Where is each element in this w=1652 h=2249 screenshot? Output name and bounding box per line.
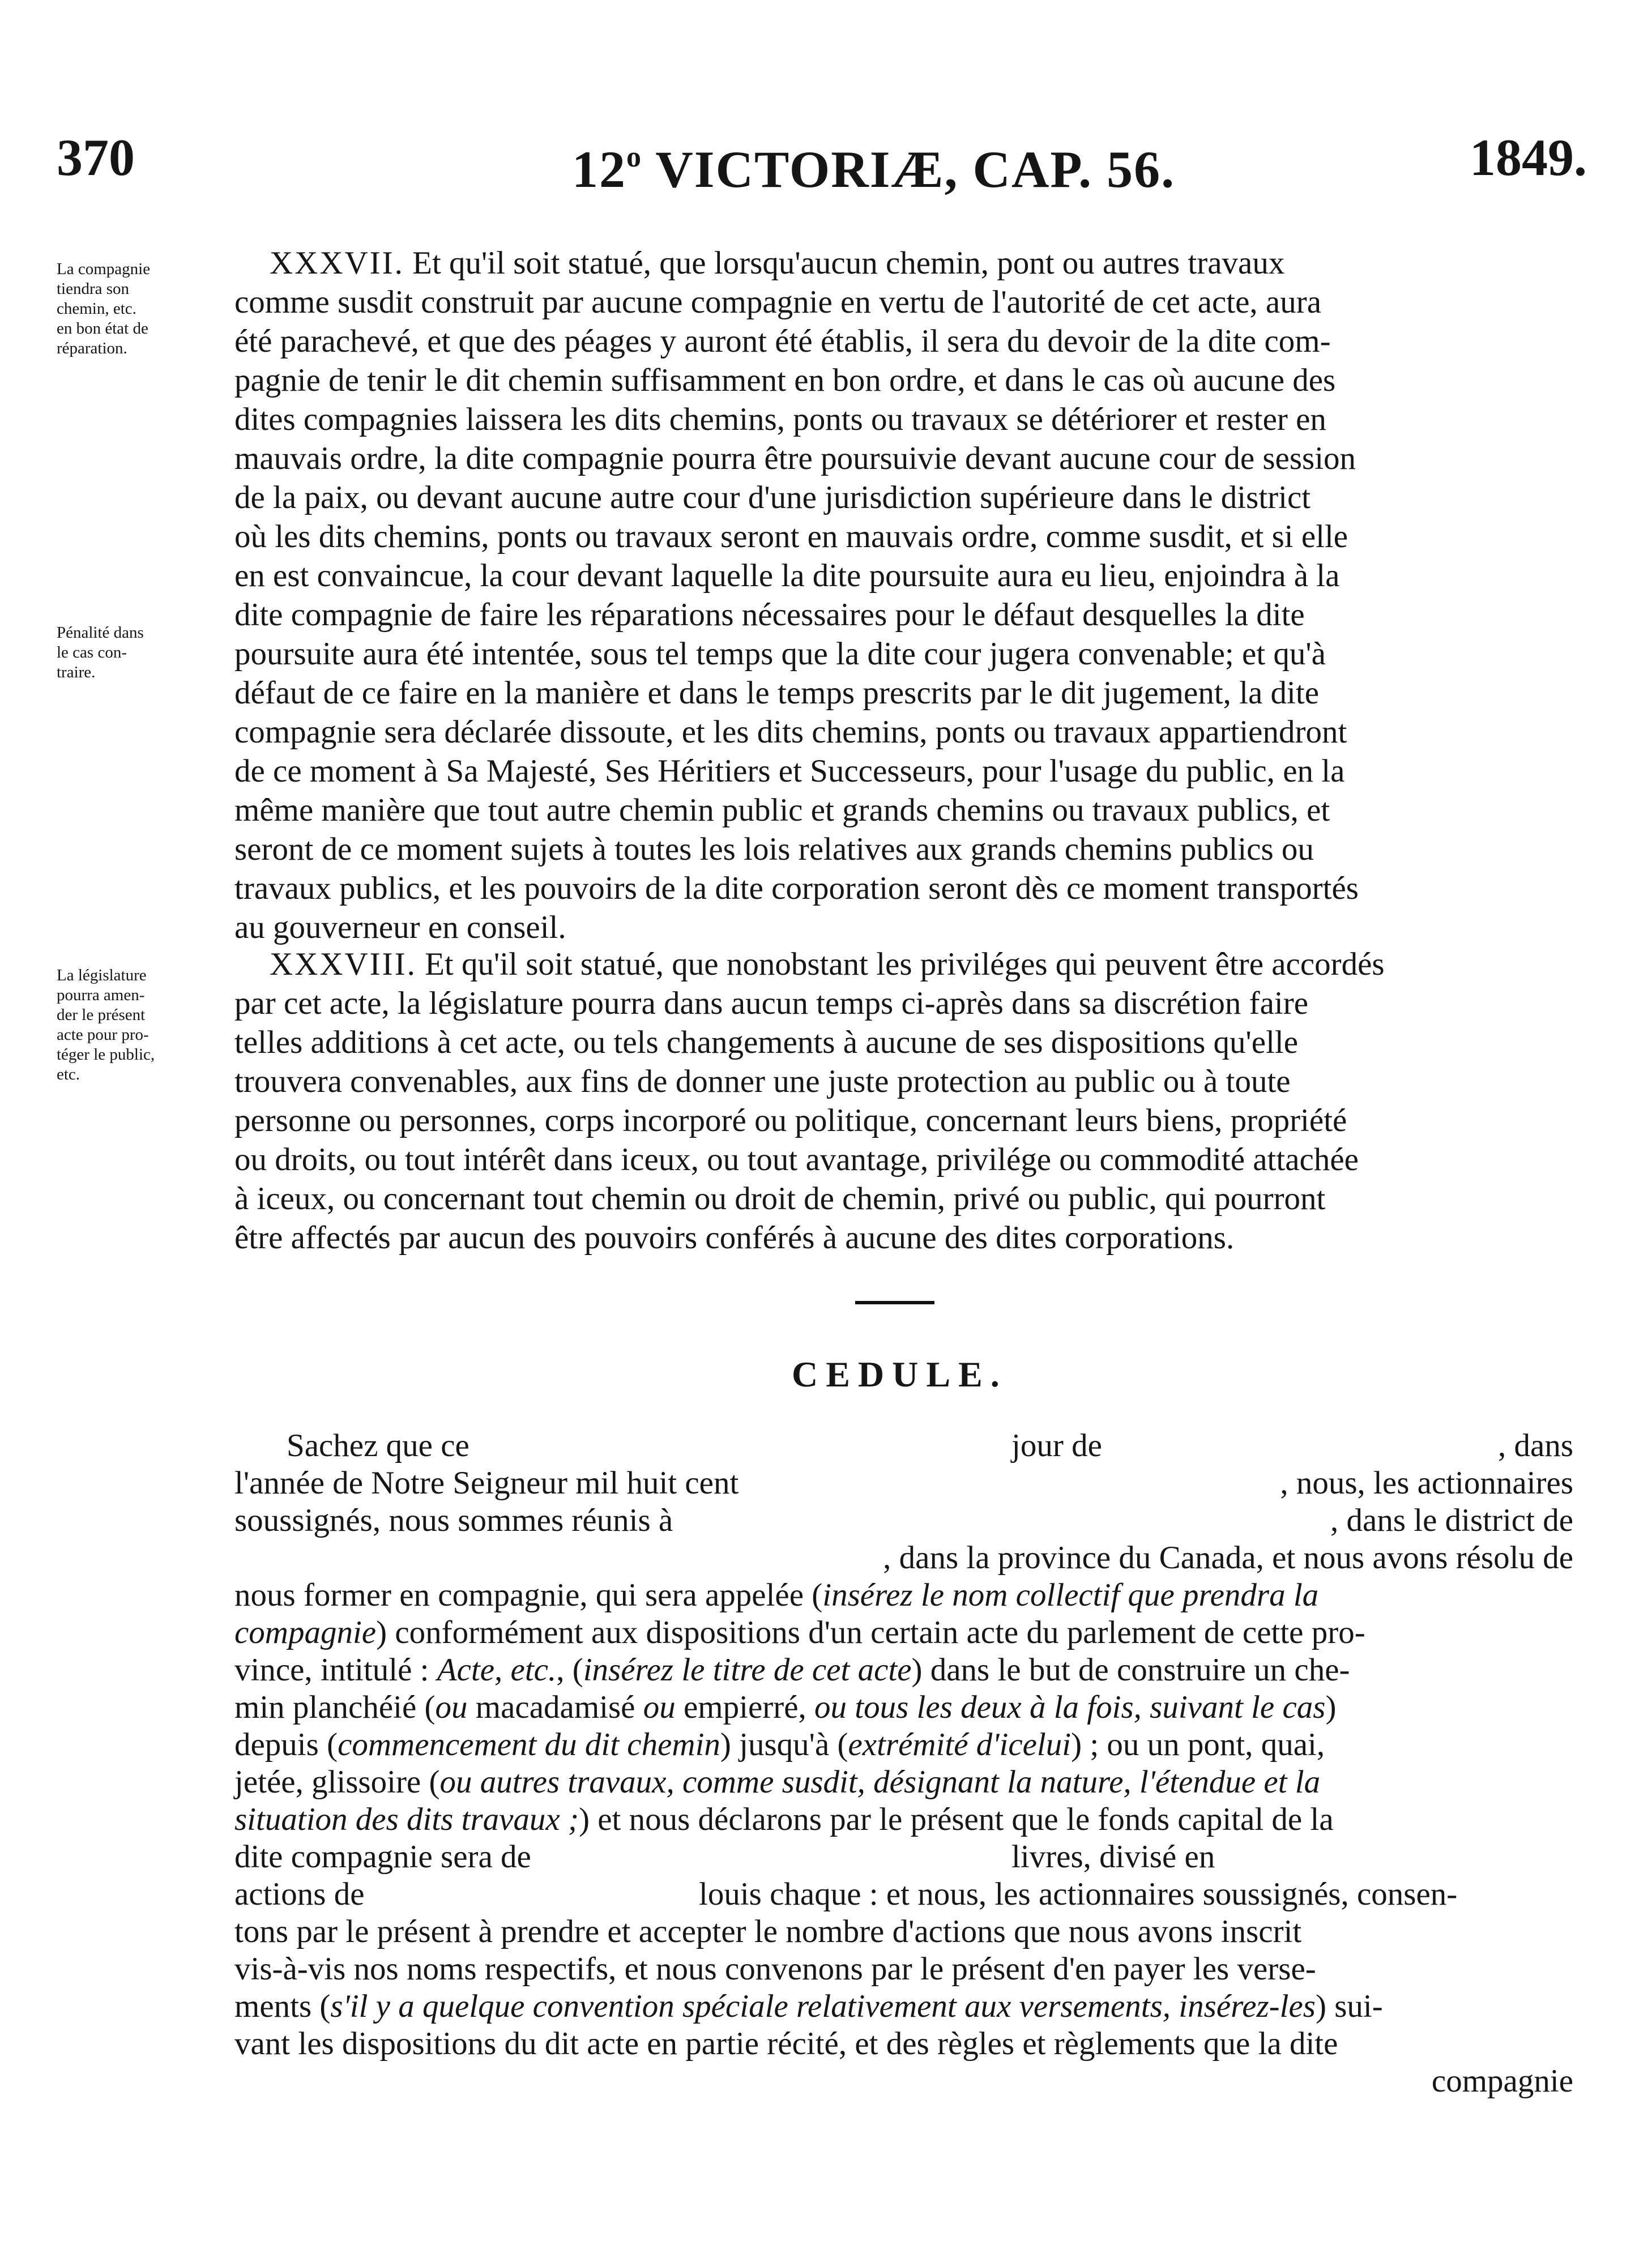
margin-note-line: pourra amen-	[57, 986, 145, 1004]
italic-segment: s'il y a quelque convention spéciale relativement aux versements, insérez-les	[330, 1988, 1316, 2024]
running-title	[572, 129, 1175, 198]
italic-segment: compagnie	[234, 1615, 377, 1650]
schedule-line	[234, 2063, 1573, 2100]
margin-note-line: La compagnie	[57, 260, 151, 278]
text-segment: livres, divisé en	[1011, 1839, 1215, 1875]
margin-note-line: traire.	[57, 663, 96, 681]
text-line: à iceux, ou concernant tout chemin ou droit de chemin, privé ou public, qui pourront	[234, 1181, 1326, 1217]
margin-note-line: der le présent	[57, 1006, 146, 1024]
margin-note-legislature	[57, 966, 221, 1085]
text-line: seront de ce moment sujets à toutes les lois relatives aux grands chemins publics ou	[234, 831, 1314, 867]
margin-note-line: en bon état de	[57, 319, 148, 338]
text-line: au gouverneur en conseil.	[234, 910, 566, 945]
text-segment: ) conformément aux dispositions d'un certain acte du parlement de cette pro-	[376, 1615, 1365, 1650]
text-segment: , dans le district de	[1330, 1503, 1573, 1538]
section-37-numeral: XXXVII.	[270, 245, 404, 281]
catchword: compagnie	[1431, 2063, 1573, 2099]
italic-segment: ou autres travaux, comme susdit, désignant la nature, l'étendue et la	[439, 1764, 1321, 1800]
italic-segment: ou tous les deux à la fois, suivant le cas	[814, 1689, 1326, 1725]
margin-note-line: réparation.	[57, 339, 127, 357]
text-line: travaux publics, et les pouvoirs de la dite corporation seront dès ce moment transportés	[234, 870, 1359, 906]
section-38-first-line	[234, 945, 1573, 984]
section-divider	[855, 1301, 934, 1304]
text-line: comme susdit construit par aucune compagnie en vertu de l'autorité de cet acte, aura	[234, 284, 1321, 320]
margin-note-line: Pénalité dans	[57, 624, 144, 642]
page-number: 370	[57, 129, 135, 186]
schedule-line	[234, 1726, 1573, 1764]
header-year: 1849.	[1470, 129, 1587, 186]
text-segment: empierré,	[675, 1689, 815, 1725]
text-segment: actions de	[234, 1876, 365, 1912]
title-prefix: 12	[572, 140, 626, 198]
text-line: de la paix, ou devant aucune autre cour d'une jurisdiction supérieure dans le district	[234, 480, 1311, 515]
italic-segment: Acte, etc.	[437, 1652, 557, 1688]
schedule-line	[234, 1764, 1573, 1801]
text-line: Et qu'il soit statué, que lorsqu'aucun chemin, pont ou autres travaux	[412, 245, 1285, 281]
text-segment: min planchéié (	[234, 1689, 436, 1725]
text-line: compagnie sera déclarée dissoute, et les dits chemins, ponts ou travaux appartiendront	[234, 714, 1347, 750]
text-segment: louis chaque : et nous, les actionnaires soussignés, consen-	[699, 1876, 1458, 1912]
schedule-line	[234, 1801, 1573, 1838]
schedule-line	[234, 1465, 1573, 1502]
margin-note-line: acte pour pro-	[57, 1026, 149, 1044]
text-line: en est convaincue, la cour devant laquelle la dite poursuite aura eu lieu, enjoindra à la	[234, 558, 1340, 594]
text-segment: Sachez que ce	[287, 1428, 469, 1463]
schedule-line	[234, 1689, 1573, 1726]
text-segment: vince, intitulé :	[234, 1652, 437, 1688]
schedule-line	[234, 1539, 1573, 1577]
schedule-line	[234, 1577, 1573, 1614]
text-segment: l'année de Notre Seigneur mil huit cent	[234, 1465, 739, 1501]
text-segment: , dans la province du Canada, et nous avons résolu de	[883, 1540, 1573, 1576]
schedule-line	[234, 1988, 1573, 2025]
text-line: de ce moment à Sa Majesté, Ses Héritiers et Successeurs, pour l'usage du public, en la	[234, 753, 1345, 789]
schedule-line	[234, 1651, 1573, 1689]
margin-note-repair	[57, 259, 221, 359]
text-line: par cet acte, la législature pourra dans aucun temps ci-après dans sa discrétion faire	[234, 985, 1309, 1021]
section-38-numeral: XXXVIII.	[270, 946, 417, 982]
text-line: même manière que tout autre chemin public et grands chemins ou travaux publics, et	[234, 792, 1330, 828]
text-segment: , dans	[1498, 1428, 1573, 1463]
margin-note-penalty	[57, 623, 221, 682]
section-37-first-line	[234, 244, 1573, 283]
text-line: mauvais ordre, la dite compagnie pourra être poursuivie devant aucune cour de session	[234, 441, 1356, 476]
text-line: telles additions à cet acte, ou tels changements à aucune de ses dispositions qu'elle	[234, 1025, 1299, 1060]
section-38	[234, 945, 1573, 1257]
section-37	[234, 244, 1573, 947]
italic-segment: insérez le nom collectif que prendra la	[822, 1577, 1319, 1613]
margin-note-line: le cas con-	[57, 643, 127, 662]
schedule-line: vant les dispositions du dit acte en partie récité, et des règles et règlements que la dite	[234, 2026, 1338, 2062]
text-line: ou droits, ou tout intérêt dans iceux, ou tout avantage, privilége ou commodité attachée	[234, 1142, 1359, 1177]
text-line: où les dits chemins, ponts ou travaux seront en mauvais ordre, comme susdit, et si elle	[234, 519, 1348, 554]
text-line: Et qu'il soit statué, que nonobstant les priviléges qui peuvent être accordés	[425, 946, 1385, 982]
margin-note-line: La législature	[57, 966, 147, 984]
text-line: poursuite aura été intentée, sous tel temps que la dite cour jugera convenable; et qu'à	[234, 636, 1326, 672]
text-line: été parachevé, et que des péages y auront été établis, il sera du devoir de la dite com-	[234, 323, 1331, 359]
margin-note-line: chemin, etc.	[57, 300, 136, 318]
text-segment: jour de	[1011, 1428, 1102, 1463]
text-segment: , nous, les actionnaires	[1280, 1465, 1573, 1501]
text-segment: soussignés, nous sommes réunis à	[234, 1503, 673, 1538]
title-superscript: o	[626, 141, 642, 173]
text-segment: nous former en compagnie, qui sera appelée (	[234, 1577, 823, 1613]
schedule-line: tons par le présent à prendre et accepter le nombre d'actions que nous avons inscrit	[234, 1914, 1302, 1949]
schedule-line	[234, 1614, 1573, 1651]
margin-note-line: tiendra son	[57, 280, 130, 298]
schedule-line: vis-à-vis nos noms respectifs, et nous convenons par le présent d'en payer les verse-	[234, 1951, 1316, 1987]
text-line: dite compagnie de faire les réparations nécessaires pour le défaut desquelles la dite	[234, 597, 1305, 633]
schedule-line	[234, 1427, 1573, 1465]
margin-note-line: etc.	[57, 1065, 80, 1083]
italic-segment: insérez le titre de cet acte	[583, 1652, 912, 1688]
text-line: être affectés par aucun des pouvoirs conférés à aucune des dites corporations.	[234, 1220, 1235, 1256]
text-segment: ) sui-	[1315, 1988, 1383, 2024]
italic-segment: ou	[643, 1689, 676, 1725]
text-segment: jetée, glissoire (	[234, 1764, 440, 1800]
text-line: trouvera convenables, aux fins de donner une juste protection au public ou à toute	[234, 1064, 1291, 1099]
schedule-heading: CEDULE.	[792, 1354, 1008, 1394]
text-segment: )	[1325, 1689, 1337, 1725]
text-segment: ) et nous déclarons par le présent que le fonds capital de la	[578, 1802, 1334, 1837]
text-segment: ) dans le but de construire un che-	[911, 1652, 1350, 1688]
text-segment: , (	[556, 1652, 583, 1688]
text-segment: ) jusqu'à (	[720, 1727, 848, 1763]
text-line: dites compagnies laissera les dits chemins, ponts ou travaux se détériorer et rester en	[234, 402, 1326, 437]
text-line: pagnie de tenir le dit chemin suffisamment en bon ordre, et dans le cas où aucune des	[234, 362, 1336, 398]
title-main: VICTORIÆ, CAP. 56.	[642, 140, 1176, 198]
margin-note-line: téger le public,	[57, 1045, 155, 1064]
text-segment: macadamisé	[467, 1689, 643, 1725]
schedule-line	[234, 1838, 1573, 1876]
text-segment: ) ; ou un pont, quai,	[1071, 1727, 1325, 1763]
italic-segment: commencement du dit chemin	[338, 1727, 720, 1763]
text-segment: depuis (	[234, 1727, 338, 1763]
schedule-form	[234, 1427, 1573, 2100]
schedule-line	[234, 1502, 1573, 1539]
text-line: personne ou personnes, corps incorporé ou politique, concernant leurs biens, propriété	[234, 1103, 1347, 1138]
schedule-line	[234, 1876, 1573, 1913]
text-segment: ments (	[234, 1988, 331, 2024]
text-segment: dite compagnie sera de	[234, 1839, 531, 1875]
italic-segment: situation des dits travaux ;	[234, 1802, 579, 1837]
italic-segment: ou	[435, 1689, 468, 1725]
text-line: défaut de ce faire en la manière et dans le temps prescrits par le dit jugement, la dite	[234, 675, 1320, 711]
italic-segment: extrémité d'icelui	[848, 1727, 1072, 1763]
